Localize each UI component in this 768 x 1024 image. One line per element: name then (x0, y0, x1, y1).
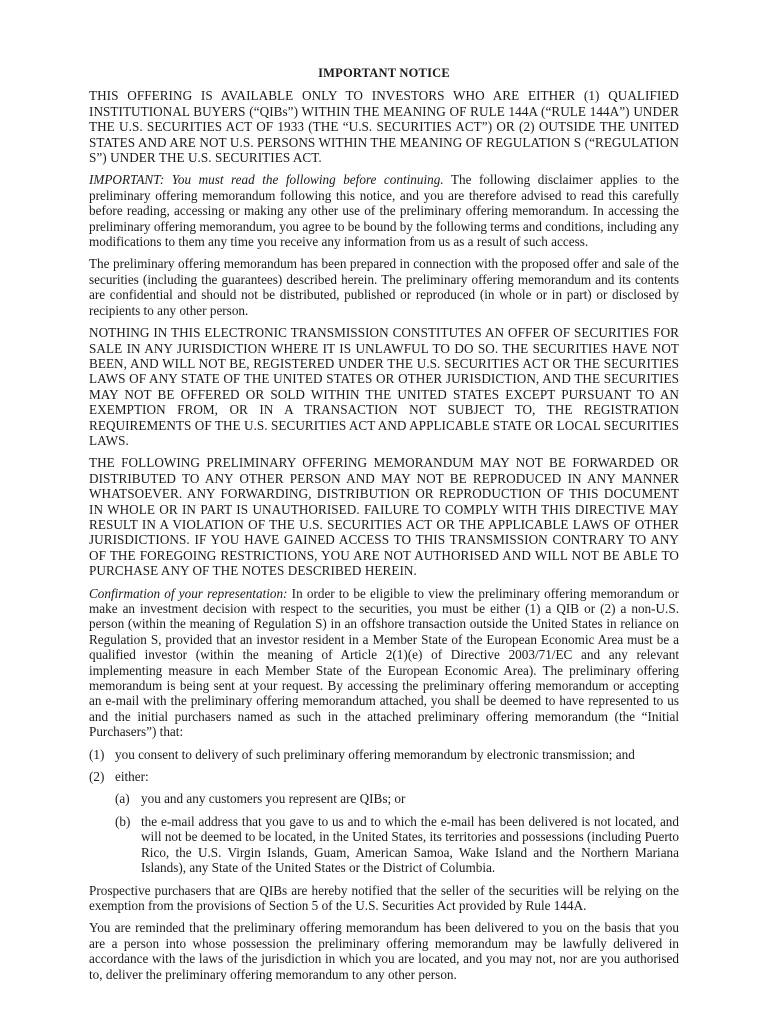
confirmation-paragraph (89, 586, 679, 740)
sub-list-item (115, 814, 679, 876)
sub-list-item-text: you and any customers you represent are QIBs; or (141, 791, 406, 807)
list-item-text: you consent to delivery of such preliminary offering memorandum by electronic transmission; and (115, 746, 635, 762)
preparation-paragraph: The preliminary offering memorandum has been prepared in connection with the proposed offer and sale of the securities (including the guarantees) described herein. The preliminary offering memorandum and its contents are confidential and should not be distributed, published or reproduced (in whole or in part) or disclosed by recipients to any other person. (89, 256, 679, 318)
document-page (89, 66, 679, 989)
list-marker: (1) (89, 746, 105, 762)
page-title: IMPORTANT NOTICE (318, 66, 450, 80)
list-marker: (2) (89, 769, 105, 785)
sub-list-marker: (b) (115, 813, 131, 829)
sub-list (115, 791, 679, 875)
list-item (89, 769, 679, 875)
list-item-text: either: (115, 769, 149, 785)
important-paragraph (89, 172, 679, 249)
sub-list-item (115, 791, 679, 806)
reminder-paragraph: You are reminded that the preliminary offering memorandum has been delivered to you on the basis that you are a person into whose possession the preliminary offering memorandum may be lawfully delivered in accordance with the laws of the jurisdiction in which you are located, and you may not, nor are you authorised to, deliver the preliminary offering memorandum to any other person. (89, 920, 679, 982)
no-offer-paragraph: NOTHING IN THIS ELECTRONIC TRANSMISSION CONSTITUTES AN OFFER OF SECURITIES FOR SALE IN ANY JURISDICTION WHERE IT IS UNLAWFUL TO DO SO. THE SECURITIES HAVE NOT BEEN, AND WILL NOT BE, REGISTERED UNDER THE U.S. SECURITIES ACT OR THE SECURITIES LAWS OF ANY STATE OF THE UNITED STATES OR OTHER JURISDICTION, AND THE SECURITIES MAY NOT BE OFFERED OR SOLD WITHIN THE UNITED STATES EXCEPT PURSUANT TO AN EXEMPTION FROM, OR IN A TRANSACTION NOT SUBJECT TO, THE REGISTRATION REQUIREMENTS OF THE U.S. SECURITIES ACT AND APPLICABLE STATE OR LOCAL SECURITIES LAWS. (89, 325, 679, 448)
sub-list-item-text: the e-mail address that you gave to us and to which the e-mail has been delivered is not located, and will not be deemed to be located, in the United States, its territories and possessions (including Puerto Rico, the U.S. Virgin Islands, Guam, American Samoa, Wake Island and the Northern Mariana Islands), any State of the United States or the District of Columbia. (141, 813, 679, 876)
important-lead: IMPORTANT: You must read the following before continuing. (89, 172, 444, 188)
sub-list-marker: (a) (115, 791, 130, 807)
confirmation-lead: Confirmation of your representation: (89, 585, 288, 601)
confirmation-body: In order to be eligible to view the preliminary offering memorandum or make an investment decision with respect to the securities, you must be either (1) a QIB or (2) a non-U.S. person (within the meaning of Regulation S) in an offshore transaction outside the United States in reliance on Regulation S, provided that an investor resident in a Member State of the European Economic Area must be a qualified investor (within the meaning of Article 2(1)(e) of Directive 2003/71/EC and any relevant implementing measure in each Member State of the European Economic Area). The preliminary offering memorandum is being sent at your request. By accessing the preliminary offering memorandum or accepting an e-mail with the preliminary offering memorandum attached, you shall be deemed to have represented to us and the initial purchasers named as such in the attached preliminary offering memorandum (the “Initial Purchasers”) that: (89, 585, 679, 740)
no-forwarding-paragraph: THE FOLLOWING PRELIMINARY OFFERING MEMORANDUM MAY NOT BE FORWARDED OR DISTRIBUTED TO ANY OTHER PERSON AND MAY NOT BE REPRODUCED IN ANY MANNER WHATSOEVER. ANY FORWARDING, DISTRIBUTION OR REPRODUCTION OF THIS DOCUMENT IN WHOLE OR IN PART IS UNAUTHORISED. FAILURE TO COMPLY WITH THIS DIRECTIVE MAY RESULT IN A VIOLATION OF THE U.S. SECURITIES ACT OR THE APPLICABLE LAWS OF OTHER JURISDICTIONS. IF YOU HAVE GAINED ACCESS TO THIS TRANSMISSION CONTRARY TO ANY OF THE FOREGOING RESTRICTIONS, YOU ARE NOT AUTHORISED AND WILL NOT BE ABLE TO PURCHASE ANY OF THE NOTES DESCRIBED HEREIN. (89, 455, 679, 579)
representation-list (89, 747, 679, 876)
list-item (89, 747, 679, 762)
important-body: The following disclaimer applies to the preliminary offering memorandum following this notice, and you are therefore advised to read this carefully before reading, accessing or making any other use of the preliminary offering memorandum. In accessing the preliminary offering memorandum, you agree to be bound by the following terms and conditions, including any modifications to them any time you receive any information from us as a result of such access. (89, 172, 679, 250)
qib-notice-paragraph: Prospective purchasers that are QIBs are hereby notified that the seller of the securities will be relying on the exemption from the provisions of Section 5 of the U.S. Securities Act provided by Rule 144A. (89, 882, 679, 913)
eligibility-paragraph: THIS OFFERING IS AVAILABLE ONLY TO INVESTORS WHO ARE EITHER (1) QUALIFIED INSTITUTIONAL BUYERS (“QIBs”) WITHIN THE MEANING OF RULE 144A (“RULE 144A”) UNDER THE U.S. SECURITIES ACT OF 1933 (THE “U.S. SECURITIES ACT”) OR (2) OUTSIDE THE UNITED STATES AND ARE NOT U.S. PERSONS WITHIN THE MEANING OF REGULATION S (“REGULATION S”) UNDER THE U.S. SECURITIES ACT. (89, 88, 679, 166)
